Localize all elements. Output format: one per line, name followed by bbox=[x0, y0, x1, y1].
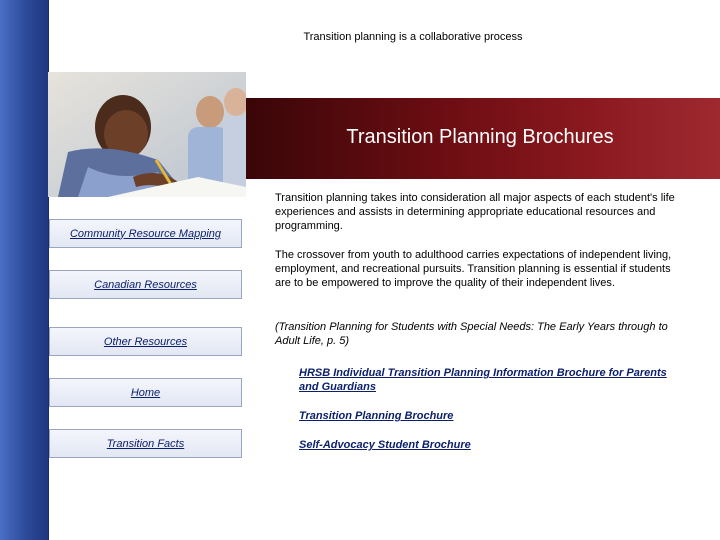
student-writing-photo bbox=[48, 72, 246, 197]
title-banner bbox=[246, 98, 720, 179]
link-transition-planning-brochure[interactable]: Transition Planning Brochure bbox=[299, 410, 454, 422]
link-hrsb-brochure[interactable]: HRSB Individual Transition Planning Information Brochure for Parents and Guardians bbox=[299, 367, 667, 393]
nav-community-resource-mapping[interactable]: Community Resource Mapping bbox=[49, 219, 242, 248]
banner-title: Transition Planning Brochures bbox=[346, 126, 614, 148]
intro-paragraph: Transition planning takes into consideration all major aspects of each student's life experiences and assists in determining appropriate educational resources and programming. bbox=[275, 192, 675, 232]
left-sidebar-bar bbox=[0, 0, 49, 540]
link-self-advocacy-brochure[interactable]: Self-Advocacy Student Brochure bbox=[299, 439, 471, 451]
nav-other-resources[interactable]: Other Resources bbox=[49, 327, 242, 356]
crossover-paragraph: The crossover from youth to adulthood carries expectations of independent living, employment, and recreational pursuits. Transition planning is essential if students are to be empowered to improve the quality of their independent lives. bbox=[275, 249, 672, 289]
nav-home[interactable]: Home bbox=[49, 378, 242, 407]
nav-canadian-resources[interactable]: Canadian Resources bbox=[49, 270, 242, 299]
page-tagline: Transition planning is a collaborative process bbox=[303, 31, 523, 43]
nav-transition-facts[interactable]: Transition Facts bbox=[49, 429, 242, 458]
citation-text: (Transition Planning for Students with Special Needs: The Early Years through to Adult Life, p. 5) bbox=[275, 321, 668, 347]
